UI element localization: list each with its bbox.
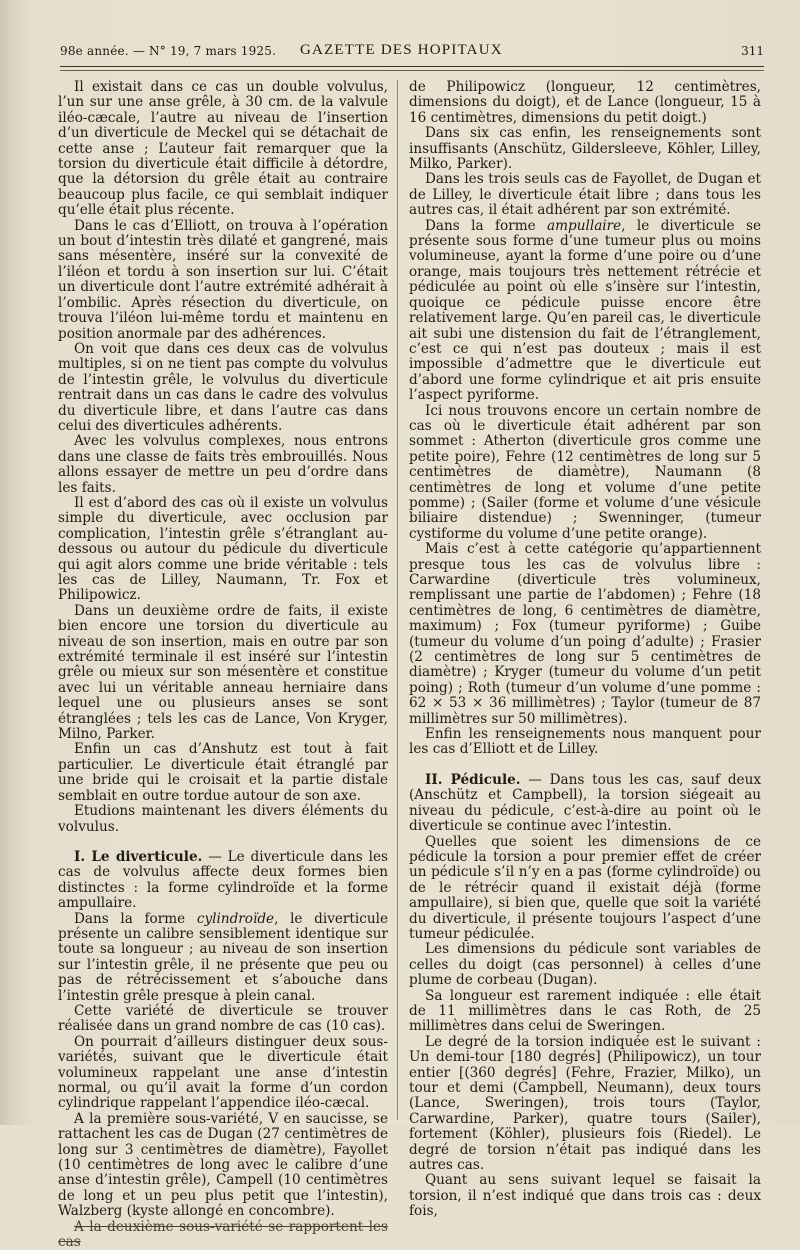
issue-info: 98e année. — N° 19, 7 mars 1925. — [60, 44, 277, 58]
paragraph — [58, 219, 388, 342]
paragraph — [409, 542, 761, 727]
paragraph — [409, 219, 761, 404]
paragraph — [58, 912, 388, 1004]
paragraph-text: Cette variété de diverticule se trouver réalisée dans un grand nombre de cas (10 cas). — [58, 1002, 388, 1035]
paragraph — [58, 1004, 388, 1035]
paragraph-text: On pourrait d’ailleurs distinguer deux sous-variétés, suivant que le diverticule était volumineux rappelant une anse d’intestin normal, ou qu’il avait la forme d’un cordon cylindrique rappelant l’appendice iléo-cæcal. — [58, 1033, 388, 1112]
page-header — [60, 40, 764, 62]
paragraph-text: Quelles que soient les dimensions de ce pédicule la torsion a pour premier effet de créer un pédicule s’il n’y en a pas (forme cylindroïde) ou de le rétrécir quand il existait déjà (forme ampullaire), si bien que, quelle que soit la variété du diverticule, il présente toujours l’aspect d’une tumeur pédiculée. — [409, 833, 761, 942]
paragraph-text: — Dans tous les cas, sauf deux (Anschütz et Campbell), la torsion siégeait au niveau du pédicule, c’est-à-dire au point où le diverticule se continue avec l’intestin. — [409, 771, 761, 835]
paragraph-text: Il est d’abord des cas où il existe un volvulus simple du diverticule, avec occlusion par complication, l’intestin grêle s’étranglant au-dessous ou autour du pédicule du diverticule qui agit alors comme une bride véritable : tels les cas de Lilley, Naumann, Tr. Fox et Philipowicz. — [58, 494, 388, 604]
paragraph-text: Il existait dans ce cas un double volvulus, l’un sur une anse grêle, à 30 cm. de la valvule iléo-cæcale, l’autre au niveau de l’insertion d’un diverticule de Meckel qui se détachait de cette anse ; L’auteur fait remarquer que la torsion du diverticule était difficile à détordre, que la détorsion du grêle était au contraire beaucoup plus facile, ce qui semblait indiquer qu’elle était plus récente. — [58, 79, 388, 219]
paragraph-text: , le diverticule présente un calibre sensiblement identique sur toute sa longueur ; au niveau de son insertion sur l’intestin grêle, il ne présente que peu ou pas de rétrécissement et s’abouche dans l’intestin grêle presque à plein canal. — [58, 910, 388, 1004]
paragraph — [409, 773, 761, 835]
paragraph — [58, 434, 388, 496]
paragraph-text: — Le diverticule dans les cas de volvulus affecte deux formes bien distinctes : la forme cylindroïde et la forme ampullaire. — [58, 848, 388, 912]
paragraph — [409, 942, 761, 988]
paragraph-text: , le diverticule se présente sous forme d’une tumeur plus ou moins volumineuse, ayant la forme d’une poire ou d’une orange, mais toujours très nettement rétrécie et pédiculée au point où elle s’insère sur l’intestin, quoique ce pédicule puisse encore être relativement large. Qu’en pareil cas, le diverticule ait subi une distension du fait de l’étranglement, c’est ce qui n’est pas douteux ; mais il est impossible d’admettre que le diverticule eut d’abord une forme cylindrique et ait pris ensuite l’aspect pyriforme. — [409, 217, 761, 404]
paragraph-text: Dans les trois seuls cas de Fayollet, de Dugan et de Lilley, le diverticule était libre ; dans tous les autres cas, il était adhérent par son extrémité. — [409, 171, 761, 219]
right-column — [409, 80, 761, 1220]
paragraph-text: On voit que dans ces deux cas de volvulus multiples, si on ne tient pas compte du volvulus de l’intestin grêle, le volvulus du diverticule rentrait dans un cas dans le cadre des volvulus du diverticule libre, et dans l’autre cas dans celui des diverticules adhérents. — [58, 340, 388, 434]
paragraph-text: A la première sous-variété, V en saucisse, se rattachent les cas de Dugan (27 centimètres de long sur 3 centimètres de diamètre), Fayollet (10 centimètres de long avec le calibre d’une anse d’intestin grêle), Campell (10 centimètres de long et un peu plus petit que l’intestin), Walzberg (kyste allongé en concombre). — [58, 1110, 388, 1220]
paragraph-text: Quant au sens suivant lequel se faisait la torsion, il n’est indiqué que dans trois cas : deux fois, — [409, 1172, 761, 1220]
paragraph-text: Etudions maintenant les divers éléments du volvulus. — [58, 803, 388, 835]
paragraph — [409, 835, 761, 943]
paragraph-text: Enfin les renseignements nous manquent pour les cas d’Elliott et de Lilley. — [409, 726, 761, 758]
paragraph — [58, 850, 388, 912]
paragraph — [58, 1035, 388, 1112]
emphasis-term: cylindroïde — [196, 910, 275, 927]
paragraph — [58, 1112, 388, 1220]
paragraph — [409, 80, 761, 126]
paragraph — [409, 126, 761, 172]
paragraph — [58, 1220, 388, 1250]
paragraph-text: Avec les volvulus complexes, nous entrons dans une classe de faits très embrouillés. Nous allons essayer de mettre un peu d’ordre dans les faits. — [58, 433, 388, 496]
paragraph-text: Dans un deuxième ordre de faits, il existe bien encore une torsion du diverticule au niveau de son insertion, mais en outre par son extrémité terminale il est inséré sur l’intestin grêle ou mieux sur son mésentère et constitue avec lui un véritable anneau herniaire dans lequel une ou plusieurs anses se sont étranglées ; tels les cas de Lance, Von Kryger, Milno, Parker. — [58, 602, 388, 743]
header-rule-thin — [60, 70, 764, 71]
paragraph — [58, 742, 388, 804]
paragraph — [409, 989, 761, 1035]
paragraph-text: Dans la forme — [74, 910, 197, 927]
journal-title: GAZETTE DES HOPITAUX — [300, 42, 503, 58]
header-rule — [60, 66, 764, 67]
paragraph-text: Dans six cas enfin, les renseignements sont insuffisants (Anschütz, Gildersleeve, Köhler, Lilley, Milko, Parker). — [409, 125, 761, 173]
paragraph — [58, 604, 388, 743]
paragraph — [409, 172, 761, 218]
section-heading: I. Le diverticule. — [74, 848, 203, 865]
paragraph-text: de Philipowicz (longueur, 12 centimètres, dimensions du doigt), et de Lance (longueur, 15 à 16 centimètres, dimensions du petit doigt.) — [409, 79, 761, 126]
paragraph — [58, 342, 388, 434]
paragraph — [58, 496, 388, 604]
paragraph-text: Dans le cas d’Elliott, on trouva à l’opération un bout d’intestin très dilaté et gangrené, mais sans mésentère, inséré sur la convexité de l’iléon et tordu à son insertion sur lui. C’était un diverticule dont l’autre extrémité adhérait à l’ombilic. Après résection du diverticule, on trouva l’iléon lui-même tordu et maintenu en position anormale par des adhérences. — [58, 217, 388, 342]
paragraph — [409, 727, 761, 758]
column-divider — [397, 80, 398, 1120]
section-heading: II. Pédicule. — [425, 771, 521, 788]
emphasis-term: ampullaire — [547, 217, 622, 234]
page-number: 311 — [741, 44, 764, 58]
struck-text: A la deuxième sous-variété se rapportent les cas — [58, 1218, 388, 1250]
paragraph-text: Sa longueur est rarement indiquée : elle était de 11 millimètres dans le cas Roth, de 25 millimètres dans celui de Sweringen. — [409, 987, 761, 1035]
paragraph-text: Ici nous trouvons encore un certain nombre de cas où le diverticule était adhérent par son sommet : Atherton (diverticule gros comme une petite poire), Fehre (12 centimètres de long sur 5 centimètres de diamètre), Naumann (8 centimètres de long et volume d’une petite pomme) ; (Sailer (forme et volume d’une vésicule biliaire distendue) ; Swenninger, (tumeur cystiforme du volume d’une petite orange). — [409, 402, 761, 542]
paragraph — [409, 1035, 761, 1174]
paragraph — [58, 80, 388, 219]
paragraph-text: Mais c’est à cette catégorie qu’appartiennent presque tous les cas de volvulus libre : Carwardine (diverticule très volumineux, remplissant une partie de l’abdomen) ; Fehre (18 centimètres de long, 6 centimètres de diamètre, maximum) ; Fox (tumeur pyriforme) ; Guibe (tumeur du volume d’un poing d’adulte) ; Frasier (2 centimètres de long sur 5 centimètres de diamètre) ; Kryger (tumeur du volume d’un petit poing) ; Roth (tumeur d’un volume d’une pomme : 62 × 53 × 36 millimètres) ; Taylor (tumeur de 87 millimètres sur 50 millimètres). — [409, 541, 761, 727]
paragraph-text: Le degré de la torsion indiquée est le suivant : Un demi-tour [180 degrés] (Philipowicz), un tour entier [(360 degrés] (Fehre, Frazier, Milko), un tour et demi (Campbell, Neumann), deux tours (Lance, Sweringen), trois tours (Taylor, Carwardine, Parker), quatre tours (Sailer), fortement (Köhler), plusieurs fois (Riedel). Le degré de torsion n’était pas indiqué dans les autres cas. — [409, 1033, 761, 1174]
left-column — [58, 80, 388, 1250]
paragraph — [409, 404, 761, 543]
paragraph — [409, 1173, 761, 1219]
paragraph — [58, 804, 388, 835]
paragraph-text: Enfin un cas d’Anshutz est tout à fait particulier. Le diverticule était étranglé par une bride qui le croisait et la partie distale semblait en outre tordue autour de son axe. — [58, 741, 388, 804]
paragraph-text: Dans la forme — [425, 217, 548, 234]
paragraph-text: Les dimensions du pédicule sont variables de celles du doigt (cas personnel) à celles d’une plume de corbeau (Dugan). — [409, 941, 761, 989]
